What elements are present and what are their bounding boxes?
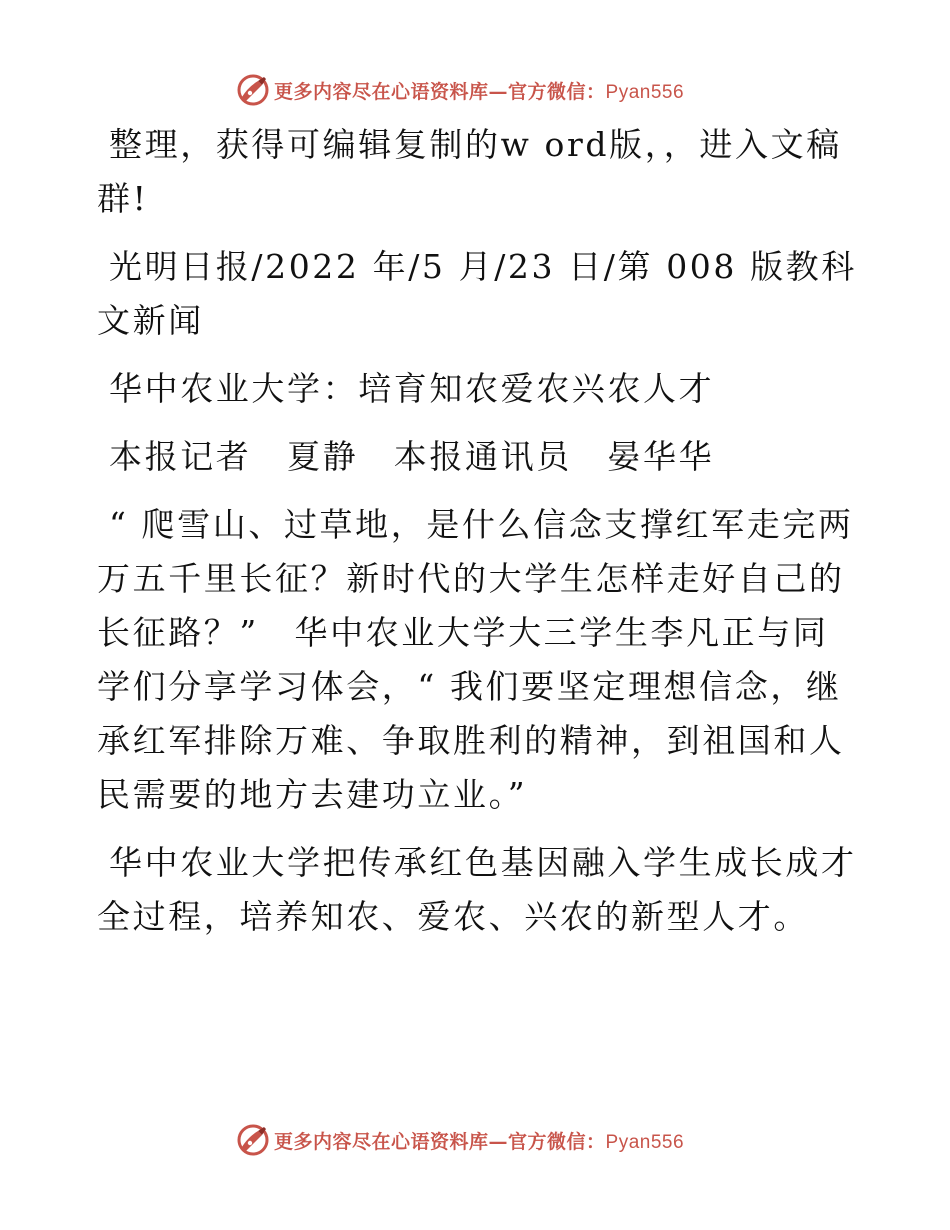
source-line: 光明日报/2022 年/5 月/23 日/第 008 版教科文新闻 bbox=[97, 247, 857, 340]
body-paragraph: “ 爬雪山、过草地，是什么信念支撑红军走完两万五千里长征？新时代的大学生怎样走好自己的长征路？” 华中农业大学大三学生李凡正与同学们分享学习体会，“ 我们要坚定理想信念，继承红军排除万难、争取胜利的精神，到祖国和人民需要的地方去建功立业。” bbox=[97, 505, 854, 814]
intro-paragraph: 整理，获得可编辑复制的w ord版，，进入文稿群! bbox=[97, 125, 842, 218]
byline: 本报记者 夏静 本报通讯员 晏华华 bbox=[109, 437, 715, 476]
footer-watermark bbox=[236, 1123, 684, 1157]
article-title: 华中农业大学：培育知农爱农兴农人才 bbox=[109, 369, 715, 408]
watermark-wechat-id: Pyan556 bbox=[605, 1131, 685, 1153]
pen-logo-icon bbox=[236, 73, 270, 107]
body-paragraph: 华中农业大学把传承红色基因融入学生成长成才全过程，培养知农、爱农、兴农的新型人才。 bbox=[97, 843, 857, 936]
header-watermark bbox=[236, 73, 684, 107]
pen-logo-icon bbox=[236, 1123, 270, 1157]
document-page bbox=[97, 118, 857, 958]
watermark-text: 更多内容尽在心语资料库—官方微信：Pyan556 bbox=[274, 1130, 685, 1153]
watermark-wechat-id: Pyan556 bbox=[605, 81, 685, 103]
watermark-text: 更多内容尽在心语资料库—官方微信：Pyan556 bbox=[274, 80, 685, 103]
